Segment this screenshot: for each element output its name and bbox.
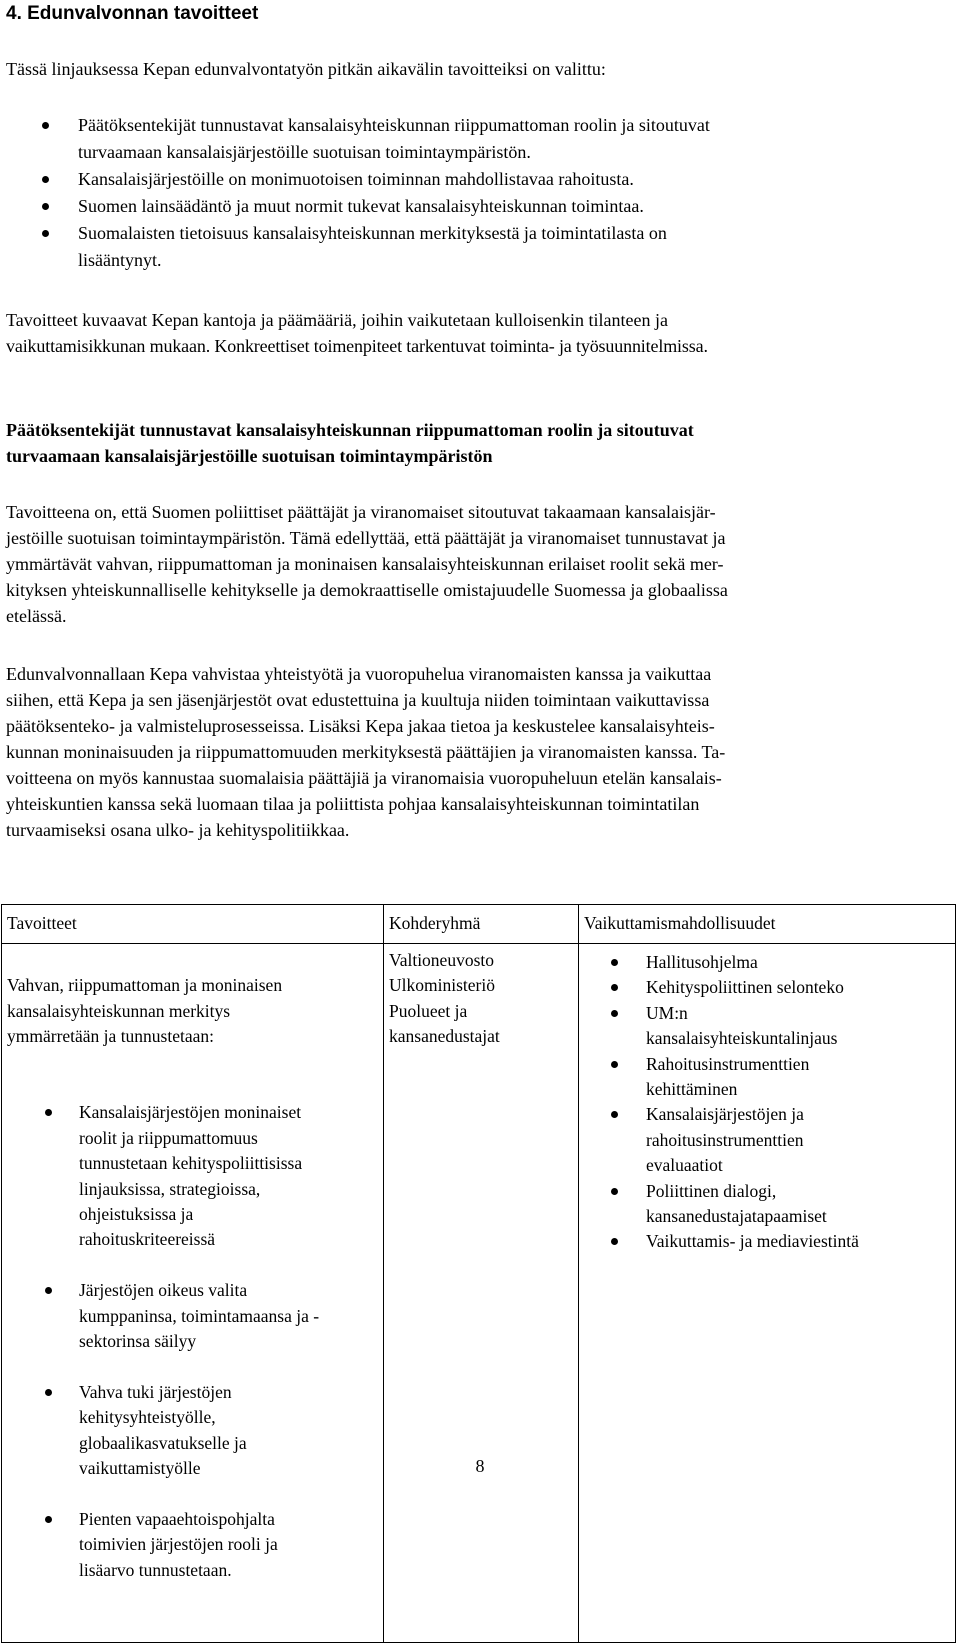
cell-intro: Vahvan, riippumattoman ja moninaisen kansalaisyhteiskunnan merkitys ymmärretään ja tunnustetaan: — [7, 975, 283, 1047]
text-line: Edunvalvonnallaan Kepa vahvistaa yhteistyötä ja vuoropuhelua viranomaisten kanssa ja vaikuttaa — [6, 664, 712, 684]
text-line: turvaamiseksi osana ulko- ja kehityspolitiikkaa. — [6, 820, 350, 840]
table-header-row — [2, 905, 956, 944]
column-header-influence: Vaikuttamismahdollisuudet — [579, 905, 956, 944]
text-line: Tavoitteena on, että Suomen poliittiset päättäjät ja viranomaiset sitoutuvat takaamaan kansalaisjär- — [6, 502, 716, 522]
text-line: Tavoitteet kuvaavat Kepan kantoja ja päämääriä, joihin vaikutetaan kulloisenkin tilanteen ja — [6, 310, 668, 330]
table-cell-influence — [579, 944, 956, 1643]
list-item: Päätöksentekijät tunnustavat kansalaisyhteiskunnan riippumattoman roolin ja sitoutuvat turvaamaan kansalaisjärjestöille suotuisan toimintaympäristön. — [42, 112, 710, 166]
text-line: etelässä. — [6, 606, 67, 626]
influence-list — [579, 950, 955, 1255]
text-line: turvaamaan kansalaisjärjestöille suotuisan toimintaympäristön — [6, 446, 493, 466]
text-line: jestöille suotuisan toimintaympäristön. Tämä edellyttää, että päättäjät ja viranomaiset tunnustavat ja — [6, 528, 726, 548]
table-cell-target-group — [384, 944, 579, 1643]
list-item: Järjestöjen oikeus valita kumppaninsa, toimintamaansa ja - sektorinsa säilyy — [7, 1278, 379, 1354]
list-item: Kansalaisjärjestöjen ja rahoitusinstrumenttien evaluaatiot — [579, 1102, 955, 1178]
list-item: Poliittinen dialogi, kansanedustajatapaamiset — [579, 1179, 955, 1230]
list-item: Kansalaisjärjestöjen moninaiset roolit ja riippumattomuus tunnustetaan kehityspoliittisissa linjauksissa, strategioissa, ohjeistuksissa ja rahoituskriteereissä — [7, 1100, 379, 1252]
list-item: Hallitusohjelma — [579, 950, 955, 975]
list-item: Pienten vapaaehtoispohjalta toimivien järjestöjen rooli ja lisäarvo tunnustetaan. — [7, 1507, 379, 1583]
paragraph-advocacy — [6, 661, 956, 843]
target-group-text: Valtioneuvosto Ulkoministeriö Puolueet ja kansanedustajat — [389, 950, 500, 1047]
list-item: Suomalaisten tietoisuus kansalaisyhteiskunnan merkityksestä ja toimintatilasta on lisääntynyt. — [42, 220, 710, 274]
text-line: ymmärtävät vahvan, riippumattoman ja moninaisen kansalaisyhteiskunnan erilaiset roolit sekä mer- — [6, 554, 724, 574]
goals-list — [42, 112, 710, 274]
text-line: Päätöksentekijät tunnustavat kansalaisyhteiskunnan riippumattoman roolin ja sitoutuvat — [6, 420, 694, 440]
list-item: UM:n kansalaisyhteiskuntalinjaus — [579, 1001, 955, 1052]
goals-description — [6, 307, 956, 359]
text-line: kunnan moninaisuuden ja riippumattomuuden merkityksestä päättäjien ja viranomaisten kanssa. Ta- — [6, 742, 726, 762]
list-item: Vahva tuki järjestöjen kehitysyhteistyölle, globaalikasvatukselle ja vaikuttamistyölle — [7, 1380, 379, 1482]
table-row — [2, 944, 956, 1643]
list-item: Suomen lainsäädäntö ja muut normit tukevat kansalaisyhteiskunnan toimintaa. — [42, 193, 710, 220]
text-line: yhteiskuntien kanssa sekä luomaan tilaa ja poliittista pohjaa kansalaisyhteiskunnan toimintatilan — [6, 794, 700, 814]
page-number: 8 — [475, 1456, 485, 1476]
list-item: Rahoitusinstrumenttien kehittäminen — [579, 1052, 955, 1103]
list-item: Kansalaisjärjestöille on monimuotoisen toiminnan mahdollistavaa rahoitusta. — [42, 166, 710, 193]
text-line: voitteena on myös kannustaa suomalaisia päättäjiä ja viranomaisia vuoropuheluun etelän kansalais- — [6, 768, 722, 788]
list-item: Kehityspoliittinen selonteko — [579, 975, 955, 1000]
section-heading: 4. Edunvalvonnan tavoitteet — [6, 3, 259, 24]
text-line: siihen, että Kepa ja sen jäsenjärjestöt ovat edustettuina ja kuultuja niiden toimintaan vaikuttavissa — [6, 690, 710, 710]
list-item: Vaikuttamis- ja mediaviestintä — [579, 1229, 955, 1254]
column-header-target-group: Kohderyhmä — [384, 905, 579, 944]
goals-table — [1, 904, 956, 1643]
column-header-goals: Tavoitteet — [2, 905, 384, 944]
paragraph-goal — [6, 499, 956, 629]
intro-paragraph: Tässä linjauksessa Kepan edunvalvontatyön pitkän aikavälin tavoitteiksi on valittu: — [6, 59, 606, 79]
table-cell-goals — [2, 944, 384, 1643]
text-line: päätöksenteko- ja valmisteluprosesseissa. Lisäksi Kepa jakaa tietoa ja keskustelee kansalaisyhteis- — [6, 716, 715, 736]
goals-cell-list — [7, 1075, 379, 1609]
text-line: kityksen yhteiskunnalliselle kehitykselle ja demokraattiselle omistajuudelle Suomessa ja globaalissa — [6, 580, 728, 600]
subsection-heading — [6, 417, 956, 469]
text-line: vaikuttamisikkunan mukaan. Konkreettiset toimenpiteet tarkentuvat toiminta- ja työsuunnitelmissa. — [6, 336, 708, 356]
